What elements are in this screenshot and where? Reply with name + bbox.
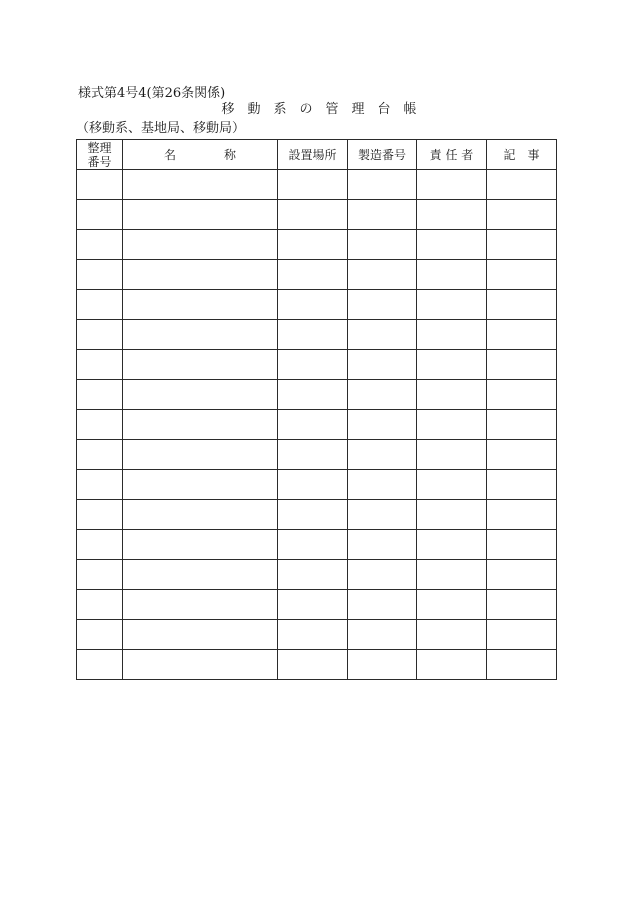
cell-responsible-person[interactable] [417,320,487,350]
header-serial-number-line2: 番号 [87,154,112,169]
cell-manufacturing-number[interactable] [348,500,417,530]
form-number: 様式第4号4(第26条関係) [78,86,226,101]
cell-serial-number[interactable] [77,470,123,500]
cell-name[interactable] [123,560,278,590]
cell-responsible-person[interactable] [417,230,487,260]
cell-responsible-person[interactable] [417,410,487,440]
cell-manufacturing-number[interactable] [348,200,417,230]
document-subtitle: （移動系、基地局、移動局） [76,121,246,136]
cell-serial-number[interactable] [77,380,123,410]
cell-serial-number[interactable] [77,260,123,290]
cell-responsible-person[interactable] [417,470,487,500]
cell-remarks[interactable] [487,170,557,200]
cell-remarks[interactable] [487,470,557,500]
cell-responsible-person[interactable] [417,530,487,560]
cell-installation-location[interactable] [278,440,348,470]
cell-responsible-person[interactable] [417,650,487,680]
cell-installation-location[interactable] [278,530,348,560]
header-responsible-person: 責 任 者 [417,140,487,170]
cell-serial-number[interactable] [77,290,123,320]
cell-remarks[interactable] [487,650,557,680]
cell-name[interactable] [123,650,278,680]
cell-remarks[interactable] [487,380,557,410]
cell-responsible-person[interactable] [417,170,487,200]
table-row [77,590,557,620]
cell-serial-number[interactable] [77,500,123,530]
cell-manufacturing-number[interactable] [348,350,417,380]
cell-responsible-person[interactable] [417,560,487,590]
cell-remarks[interactable] [487,290,557,320]
cell-manufacturing-number[interactable] [348,620,417,650]
table-row [77,560,557,590]
cell-remarks[interactable] [487,620,557,650]
cell-manufacturing-number[interactable] [348,650,417,680]
table-row [77,200,557,230]
cell-remarks[interactable] [487,500,557,530]
table-row [77,470,557,500]
table-row [77,500,557,530]
cell-name[interactable] [123,590,278,620]
cell-serial-number[interactable] [77,410,123,440]
cell-installation-location[interactable] [278,380,348,410]
cell-remarks[interactable] [487,200,557,230]
cell-remarks[interactable] [487,320,557,350]
cell-serial-number[interactable] [77,440,123,470]
cell-serial-number[interactable] [77,320,123,350]
cell-installation-location[interactable] [278,620,348,650]
table-row [77,320,557,350]
header-serial-number-line1: 整理 [87,140,112,155]
cell-name[interactable] [123,380,278,410]
cell-installation-location[interactable] [278,200,348,230]
table-body [77,170,557,680]
cell-responsible-person[interactable] [417,350,487,380]
cell-manufacturing-number[interactable] [348,440,417,470]
table-row [77,260,557,290]
cell-responsible-person[interactable] [417,440,487,470]
table-row [77,350,557,380]
cell-installation-location[interactable] [278,350,348,380]
header-installation-location: 設置場所 [278,140,348,170]
cell-remarks[interactable] [487,440,557,470]
table-row [77,170,557,200]
cell-serial-number[interactable] [77,650,123,680]
cell-manufacturing-number[interactable] [348,410,417,440]
cell-installation-location[interactable] [278,500,348,530]
cell-responsible-person[interactable] [417,500,487,530]
cell-name[interactable] [123,440,278,470]
cell-manufacturing-number[interactable] [348,260,417,290]
cell-manufacturing-number[interactable] [348,170,417,200]
cell-responsible-person[interactable] [417,590,487,620]
cell-serial-number[interactable] [77,530,123,560]
cell-remarks[interactable] [487,230,557,260]
cell-remarks[interactable] [487,410,557,440]
cell-serial-number[interactable] [77,560,123,590]
cell-name[interactable] [123,320,278,350]
cell-installation-location[interactable] [278,170,348,200]
header-name: 名 称 [123,140,278,170]
cell-manufacturing-number[interactable] [348,470,417,500]
table-row [77,230,557,260]
cell-remarks[interactable] [487,560,557,590]
header-manufacturing-number: 製造番号 [348,140,417,170]
cell-manufacturing-number[interactable] [348,560,417,590]
cell-installation-location[interactable] [278,290,348,320]
cell-serial-number[interactable] [77,200,123,230]
cell-name[interactable] [123,410,278,440]
cell-serial-number[interactable] [77,350,123,380]
table-row [77,650,557,680]
management-ledger-table [76,139,557,680]
header-serial-number [77,140,123,170]
cell-responsible-person[interactable] [417,260,487,290]
cell-remarks[interactable] [487,530,557,560]
table-row [77,290,557,320]
cell-manufacturing-number[interactable] [348,530,417,560]
cell-responsible-person[interactable] [417,200,487,230]
cell-responsible-person[interactable] [417,290,487,320]
cell-installation-location[interactable] [278,560,348,590]
cell-installation-location[interactable] [278,470,348,500]
table-row [77,440,557,470]
cell-manufacturing-number[interactable] [348,290,417,320]
cell-name[interactable] [123,350,278,380]
cell-installation-location[interactable] [278,590,348,620]
cell-serial-number[interactable] [77,620,123,650]
cell-manufacturing-number[interactable] [348,590,417,620]
table-row [77,380,557,410]
cell-name[interactable] [123,260,278,290]
cell-installation-location[interactable] [278,230,348,260]
cell-responsible-person[interactable] [417,620,487,650]
cell-installation-location[interactable] [278,410,348,440]
cell-installation-location[interactable] [278,260,348,290]
cell-responsible-person[interactable] [417,380,487,410]
cell-serial-number[interactable] [77,590,123,620]
cell-serial-number[interactable] [77,170,123,200]
document-title: 移 動 系 の 管 理 台 帳 [221,102,417,117]
cell-remarks[interactable] [487,590,557,620]
cell-name[interactable] [123,470,278,500]
cell-installation-location[interactable] [278,320,348,350]
cell-name[interactable] [123,620,278,650]
cell-name[interactable] [123,530,278,560]
cell-name[interactable] [123,170,278,200]
cell-name[interactable] [123,230,278,260]
table-row [77,410,557,440]
cell-name[interactable] [123,200,278,230]
cell-name[interactable] [123,290,278,320]
cell-installation-location[interactable] [278,650,348,680]
cell-remarks[interactable] [487,260,557,290]
cell-remarks[interactable] [487,350,557,380]
cell-name[interactable] [123,500,278,530]
table-row [77,530,557,560]
cell-manufacturing-number[interactable] [348,380,417,410]
table-header-row [77,140,557,170]
cell-manufacturing-number[interactable] [348,320,417,350]
cell-manufacturing-number[interactable] [348,230,417,260]
cell-serial-number[interactable] [77,230,123,260]
table-row [77,620,557,650]
header-remarks: 記 事 [487,140,557,170]
